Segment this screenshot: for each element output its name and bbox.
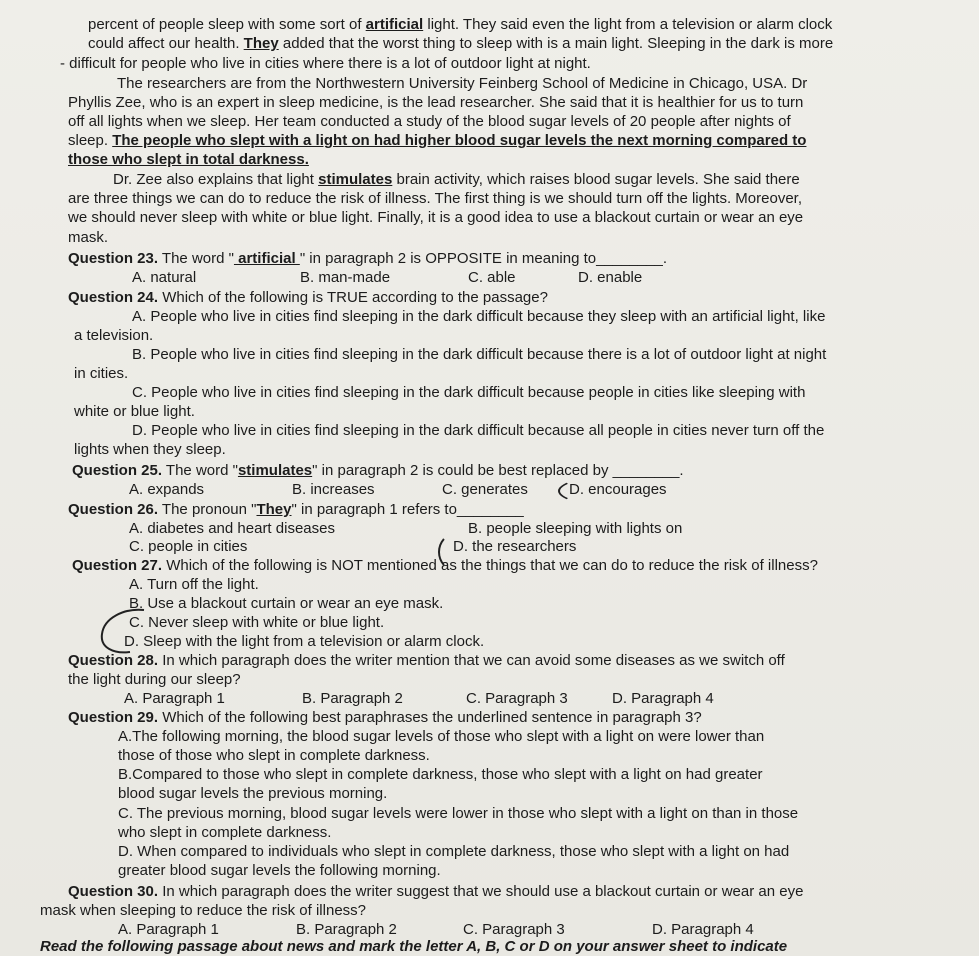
question-29-stem <box>68 709 702 727</box>
text-run: added that the worst thing to sleep with is a main light. Sleeping in the dark is more <box>278 35 834 52</box>
question-27-stem <box>72 557 818 575</box>
option-26-a[interactable]: A. diabetes and heart diseases <box>129 520 335 537</box>
option-28-d[interactable]: D. Paragraph 4 <box>612 690 714 707</box>
option-28-b[interactable]: B. Paragraph 2 <box>302 690 403 707</box>
question-26-stem <box>68 501 524 519</box>
option-23-d[interactable]: D. enable <box>578 269 643 286</box>
option-23-a[interactable]: A. natural <box>132 269 197 286</box>
option-30-d[interactable]: D. Paragraph 4 <box>652 921 754 938</box>
option-29-d-cont: greater blood sugar levels the following morning. <box>118 862 441 879</box>
option-26-d[interactable]: D. the researchers <box>453 538 577 555</box>
text-run: ________ <box>596 250 663 267</box>
question-30-stem-cont: mask when sleeping to reduce the risk of illness? <box>40 902 367 919</box>
option-24-c[interactable]: C. People who live in cities find sleeping in the dark difficult because people in cities like sleeping with <box>132 384 806 401</box>
text-run: ________ <box>456 501 524 518</box>
passage-line: we should never sleep with white or blue light. Finally, it is a good idea to use a blackout curtain or wear an eye <box>68 209 804 226</box>
text-run: " in paragraph 1 refers to <box>291 501 457 518</box>
text-run: Question 28. <box>68 652 159 669</box>
question-23-stem <box>68 250 667 268</box>
text-run: brain activity, which raises blood sugar levels. She said there <box>392 171 800 188</box>
option-25-a[interactable]: A. expands <box>129 481 205 498</box>
passage-line <box>113 171 800 189</box>
option-29-a[interactable]: A.The following morning, the blood sugar levels of those who slept with a light on were lower than <box>118 728 765 745</box>
option-24-c-cont: white or blue light. <box>74 403 195 420</box>
text-run: In which paragraph does the writer mention that we can avoid some diseases as we switch off <box>158 652 785 669</box>
text-run: . <box>662 250 668 267</box>
option-29-b-cont: blood sugar levels the previous morning. <box>118 785 388 802</box>
text-run: They <box>243 35 279 52</box>
text-run: Question 27. <box>72 557 163 574</box>
text-run: percent of people sleep with some sort of <box>88 16 366 33</box>
option-24-a[interactable]: A. People who live in cities find sleeping in the dark difficult because they sleep with an artificial light, like <box>132 308 826 325</box>
text-run: The word " <box>162 462 238 479</box>
option-29-b[interactable]: B.Compared to those who slept in complete darkness, those who slept with a light on had greater <box>118 766 763 783</box>
passage-line: mask. <box>68 229 109 246</box>
text-run: Which of the following is NOT mentioned as the things that we can do to reduce the risk of illness? <box>162 557 818 574</box>
passage-line <box>68 132 806 150</box>
option-24-d[interactable]: D. People who live in cities find sleeping in the dark difficult because all people in cities never turn off the <box>132 422 825 439</box>
option-24-d-cont: lights when they sleep. <box>74 441 226 458</box>
text-run: Which of the following best paraphrases the underlined sentence in paragraph 3? <box>158 709 702 726</box>
option-30-a[interactable]: A. Paragraph 1 <box>118 921 219 938</box>
text-run: They <box>256 501 292 518</box>
text-run: stimulates <box>237 462 313 479</box>
option-26-b[interactable]: B. people sleeping with lights on <box>468 520 683 537</box>
option-29-d[interactable]: D. When compared to individuals who slept in complete darkness, those who slept with a light on had <box>118 843 790 860</box>
text-run: artificial <box>233 250 300 267</box>
text-run: ________ <box>612 462 680 479</box>
option-26-c[interactable]: C. people in cities <box>129 538 248 555</box>
option-25-b[interactable]: B. increases <box>292 481 375 498</box>
option-27-b[interactable]: B. Use a blackout curtain or wear an eye mask. <box>129 595 444 612</box>
text-run: could affect our health. <box>88 35 244 52</box>
text-run: Which of the following is TRUE according to the passage? <box>158 289 548 306</box>
option-27-c[interactable]: C. Never sleep with white or blue light. <box>129 614 385 631</box>
text-run: Question 25. <box>72 462 163 479</box>
option-27-a[interactable]: A. Turn off the light. <box>129 576 259 593</box>
text-run: Question 24. <box>68 289 159 306</box>
text-run: artificial <box>365 16 424 33</box>
text-run: stimulates <box>318 171 393 188</box>
option-29-a-cont: those of those who slept in complete darkness. <box>118 747 430 764</box>
question-25-stem <box>72 462 684 480</box>
passage-line: The researchers are from the Northwestern University Feinberg School of Medicine in Chicago, USA. Dr <box>117 75 808 92</box>
passage-line: off all lights when we sleep. Her team conducted a study of the blood sugar levels of 20 people after nights of <box>68 113 791 130</box>
option-23-c[interactable]: C. able <box>468 269 516 286</box>
option-28-c[interactable]: C. Paragraph 3 <box>466 690 568 707</box>
text-run: Dr. Zee also explains that light <box>113 171 319 188</box>
text-run: The pronoun " <box>158 501 257 518</box>
option-30-c[interactable]: C. Paragraph 3 <box>463 921 565 938</box>
text-run: " in paragraph 2 is OPPOSITE in meaning to <box>299 250 597 267</box>
option-24-b[interactable]: B. People who live in cities find sleeping in the dark difficult because there is a lot of outdoor light at night <box>132 346 827 363</box>
next-section-instruction: Read the following passage about news and mark the letter A, B, C or D on your answer sheet to indicate <box>40 938 788 955</box>
option-27-d[interactable]: D. Sleep with the light from a television or alarm clock. <box>124 633 485 650</box>
text-run: In which paragraph does the writer suggest that we should use a blackout curtain or wear an eye <box>158 883 804 900</box>
option-23-b[interactable]: B. man-made <box>300 269 391 286</box>
text-run: Question 23. <box>68 250 159 267</box>
passage-line: - difficult for people who live in cities where there is a lot of outdoor light at night. <box>60 55 591 72</box>
option-25-c[interactable]: C. generates <box>442 481 528 498</box>
option-24-b-cont: in cities. <box>74 365 129 382</box>
option-24-a-cont: a television. <box>74 327 154 344</box>
option-25-d[interactable]: D. encourages <box>569 481 667 498</box>
passage-line <box>68 151 309 169</box>
passage-line <box>88 35 833 53</box>
passage-line <box>88 16 832 34</box>
text-run: The word " <box>158 250 234 267</box>
option-28-a[interactable]: A. Paragraph 1 <box>124 690 225 707</box>
text-run: those who slept in total darkness. <box>68 151 309 168</box>
text-run: . <box>679 462 684 479</box>
text-run: Question 30. <box>68 883 159 900</box>
question-24-stem <box>68 289 548 307</box>
text-run: sleep. <box>68 132 113 149</box>
option-29-c-cont: who slept in complete darkness. <box>118 824 332 841</box>
text-run: Question 26. <box>68 501 159 518</box>
question-28-stem <box>68 652 785 670</box>
option-30-b[interactable]: B. Paragraph 2 <box>296 921 397 938</box>
question-30-stem <box>68 883 803 901</box>
text-run: The people who slept with a light on had higher blood sugar levels the next morning compared to <box>112 132 807 149</box>
question-28-stem-cont: the light during our sleep? <box>68 671 241 688</box>
passage-line: are three things we can do to reduce the risk of illness. The first thing is we should turn off the lights. Moreover, <box>68 190 802 207</box>
passage-line: Phyllis Zee, who is an expert in sleep medicine, is the lead researcher. She said that it is healthier for us to turn <box>68 94 804 111</box>
text-run: " in paragraph 2 is could be best replaced by <box>312 462 613 479</box>
text-run: light. They said even the light from a television or alarm clock <box>423 16 833 33</box>
text-run: Question 29. <box>68 709 159 726</box>
option-29-c[interactable]: C. The previous morning, blood sugar levels were lower in those who slept with a light on than in those <box>118 805 799 822</box>
